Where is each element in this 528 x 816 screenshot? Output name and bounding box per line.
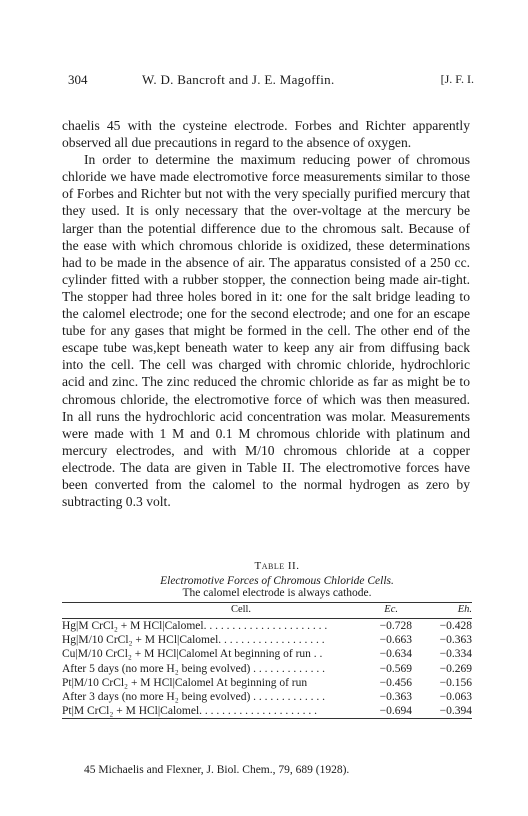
row-eh: −0.363 — [439, 634, 472, 647]
table-row — [62, 690, 472, 704]
row-eh: −0.334 — [439, 648, 472, 661]
table-ii — [62, 560, 472, 719]
row-eh: −0.156 — [439, 676, 472, 689]
row-ec: −0.456 — [379, 676, 412, 689]
running-title: W. D. Bancroft and J. E. Magoffin. — [142, 72, 335, 87]
page-number: 304 — [68, 72, 88, 87]
journal-reference: [J. F. I. — [440, 72, 474, 86]
row-eh: −0.063 — [439, 691, 472, 704]
table-row — [62, 704, 472, 719]
row-ec: −0.569 — [379, 662, 412, 675]
row-cell: Cu|M/10 CrCl₂ + M HCl|Calomel At beginning of run . . — [62, 648, 323, 661]
table-row — [62, 633, 472, 647]
row-eh: −0.394 — [439, 705, 472, 718]
footnote: 45 Michaelis and Flexner, J. Biol. Chem., 79, 689 (1928). — [84, 764, 350, 776]
row-ec: −0.363 — [379, 691, 412, 704]
table-note: The calomel electrode is always cathode. — [182, 587, 372, 599]
header-eh: Eh. — [457, 604, 472, 615]
table-caption: Table II. — [254, 560, 300, 572]
table-header-row — [62, 603, 472, 619]
row-ec: −0.694 — [379, 705, 412, 718]
paragraph-1: chaelis 45 with the cysteine electrode. Forbes and Richter apparently observed all due precautions in regard to the absence of oxygen. — [62, 118, 470, 151]
row-cell: Pt|M/10 CrCl₂ + M HCl|Calomel At beginning of run — [62, 676, 308, 689]
row-ec: −0.663 — [379, 634, 412, 647]
table-row — [62, 619, 472, 634]
paragraph-2: In order to determine the maximum reducing power of chromous chloride we have made electromotive force measurements similar to those of Forbes and Richter but not with the very specially purified mercury that they used. It is only necessary that the over-voltage at the mercury be larger than the potential difference due to the chromous salt. Because of the ease with which chromous chloride is oxidized, these determinations had to be made in the absence of air. The apparatus consisted of a 250 cc. cylinder fitted with a rubber stopper, the connection being made air-tight. The stopper had three holes bored in it: one for the salt bridge leading to the calomel electrode; one for the second electrode; and one for an escape tube for any gases that might be formed in the cell. The other end of the escape tube was,kept beneath water to keep any air from diffusing back into the cell. The cell was charged with chromic chloride, hydrochloric acid and zinc. The zinc reduced the chromic chloride as far as might be to chromous chloride, the electromotive force of which was then measured. In all runs the hydrochloric acid concentration was molar. Measurements were made with 1 M and 0.1 M chromous chloride with platinum and mercury electrodes, and with M/10 chromous chloride at a copper electrode. The data are given in Table II. The electromotive forces have been converted from the calomel to the normal hydrogen as zero by subtracting 0.3 volt. — [62, 152, 470, 510]
table-row — [62, 662, 472, 676]
row-ec: −0.634 — [379, 648, 412, 661]
row-cell: Pt|M CrCl₂ + M HCl|Calomel. . . . . . . . . . . . . . . . . . . . . — [62, 705, 318, 718]
row-ec: −0.728 — [379, 620, 412, 632]
header-ec: Ec. — [384, 604, 398, 615]
row-cell: Hg|M/10 CrCl₂ + M HCl|Calomel. . . . . . . . . . . . . . . . . . . — [62, 634, 325, 647]
row-cell: After 5 days (no more H₂ being evolved) . . . . . . . . . . . . . — [62, 662, 326, 675]
table-title: Electromotive Forces of Chromous Chloride Cells. — [160, 575, 394, 587]
row-cell: After 3 days (no more H₂ being evolved) . . . . . . . . . . . . . — [62, 691, 326, 704]
row-cell: Hg|M CrCl₂ + M HCl|Calomel. . . . . . . . . . . . . . . . . . . . . . — [62, 620, 328, 632]
table-row — [62, 676, 472, 690]
row-eh: −0.269 — [439, 662, 472, 675]
row-eh: −0.428 — [439, 620, 472, 632]
table-row — [62, 647, 472, 661]
body-text — [62, 117, 470, 510]
header-cell: Cell. — [230, 604, 252, 615]
running-header — [68, 72, 472, 90]
emf-table — [62, 602, 472, 719]
